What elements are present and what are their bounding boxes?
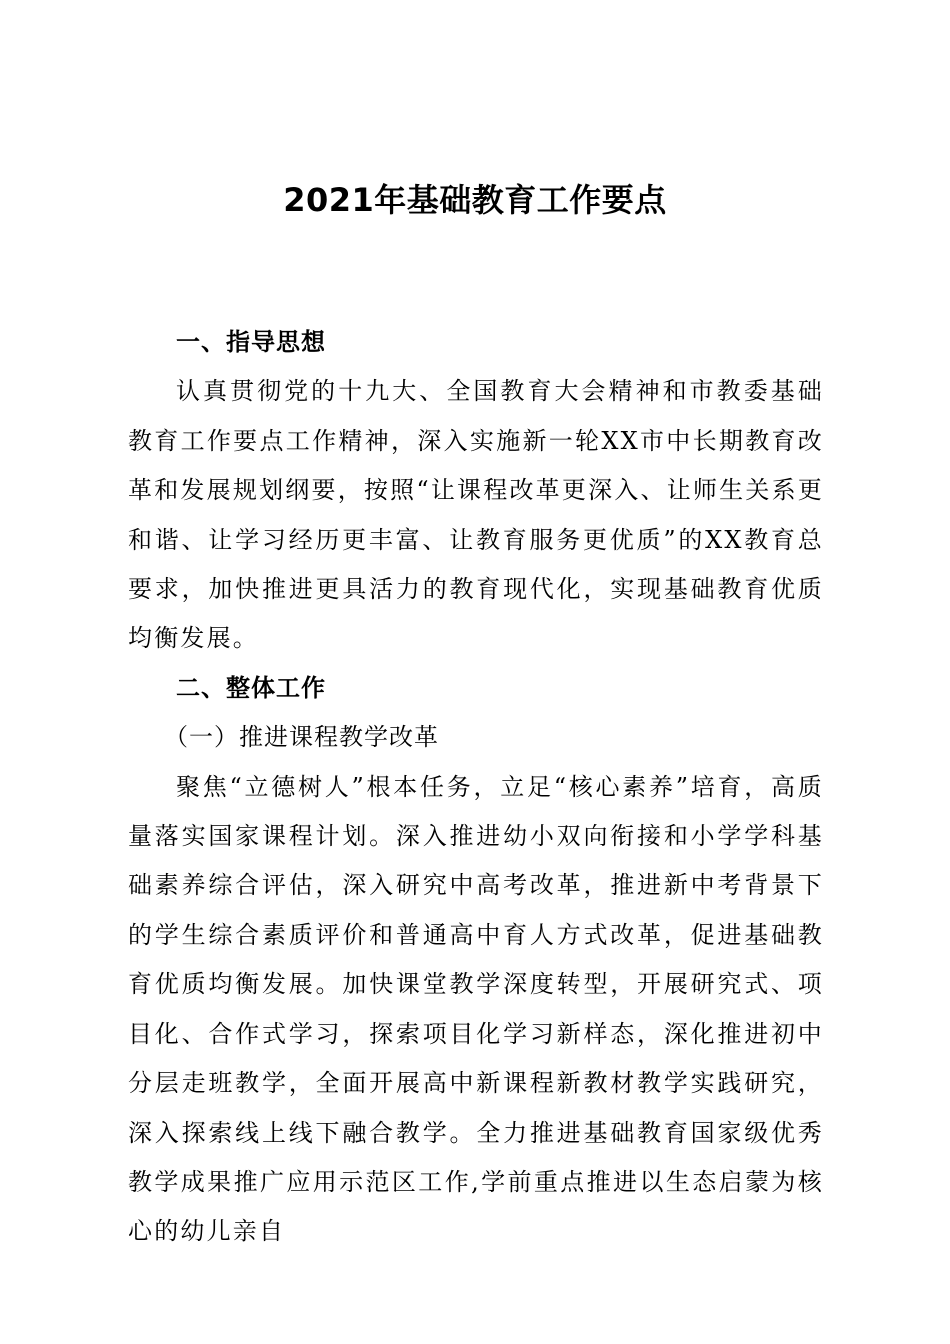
- document-body: [128, 318, 824, 1257]
- section-heading-guiding-ideology: 一、指导思想: [176, 328, 326, 356]
- subsection-heading-curriculum-reform: （一）推进课程教学改革: [164, 723, 439, 752]
- section-paragraph-curriculum-reform: 聚焦“立德树人”根本任务，立足“核心素养”培育，高质量落实国家课程计划。深入推进幼小双向衔接和小学学科基础素养综合评估，深入研究中高考改革，推进新中考背景下的学生综合素质评价和普通高中育人方式改革，促进基础教育优质均衡发展。加快课堂教学深度转型，开展研究式、项目化、合作式学习，探索项目化学习新样态，深化推进初中分层走班教学，全面开展高中新课程新教材教学实践研究，深入探索线上线下融合教学。全力推进基础教育国家级优秀教学成果推广应用示范区工作,学前重点推进以生态启蒙为核心的幼儿亲自: [128, 772, 824, 1246]
- section-heading-overall-work: 二、整体工作: [176, 673, 326, 702]
- section-paragraph-guiding-ideology: 认真贯彻党的十九大、全国教育大会精神和市教委基础教育工作要点工作精神，深入实施新一轮XX市中长期教育改革和发展规划纲要，按照“让课程改革更深入、让师生关系更和谐、让学习经历更丰富、让教育服务更优质”的XX教育总要求，加快推进更具活力的教育现代化，实现基础教育优质均衡发展。: [128, 377, 824, 653]
- document-title: 2021年基础教育工作要点: [283, 181, 667, 219]
